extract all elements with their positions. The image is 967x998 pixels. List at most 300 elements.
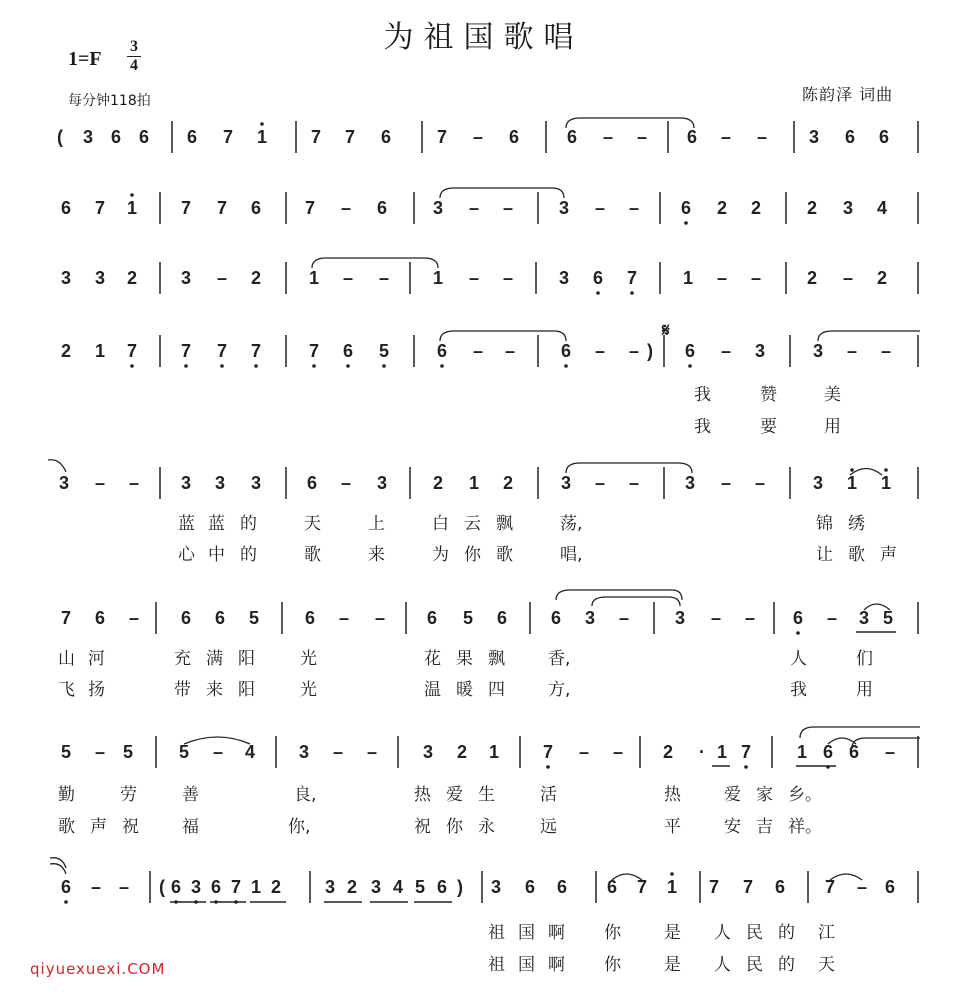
note: – xyxy=(578,742,590,762)
note: 7 xyxy=(742,877,754,897)
note: – xyxy=(378,268,390,288)
lyric-char: 你, xyxy=(288,817,311,837)
note: 7 xyxy=(250,341,262,361)
lyric-char: 锦 xyxy=(816,514,833,534)
note: – xyxy=(628,198,640,218)
note: 3 xyxy=(60,268,72,288)
note: – xyxy=(94,473,106,493)
note: 5 xyxy=(414,877,426,897)
lyric-char: 远 xyxy=(540,817,557,837)
note: 7 xyxy=(310,127,322,147)
lyric-char: 带 xyxy=(174,680,191,700)
lyric-char: 中 xyxy=(208,545,225,565)
note: 2 xyxy=(750,198,762,218)
note: 3 xyxy=(560,473,572,493)
note: 6 xyxy=(436,341,448,361)
note: 6 xyxy=(426,608,438,628)
note: 7 xyxy=(180,198,192,218)
low-octave-dot xyxy=(346,364,350,368)
note: 6 xyxy=(380,127,392,147)
note: 3 xyxy=(808,127,820,147)
note: 6 xyxy=(60,198,72,218)
lyric-char: 啊 xyxy=(548,955,565,975)
note: 5 xyxy=(378,341,390,361)
note: 1 xyxy=(468,473,480,493)
lyric-char: 你 xyxy=(604,923,621,943)
note: 6 xyxy=(210,877,222,897)
note: 2 xyxy=(806,268,818,288)
note: 3 xyxy=(376,473,388,493)
note: 5 xyxy=(248,608,260,628)
tie-slur xyxy=(592,597,680,606)
lyric-char: 祝 xyxy=(122,817,139,837)
lyric-char: 飘 xyxy=(496,514,513,534)
note: 7 xyxy=(708,877,720,897)
note: 3 xyxy=(584,608,596,628)
note: – xyxy=(884,742,896,762)
lyric-char: 上 xyxy=(368,514,385,534)
note: – xyxy=(602,127,614,147)
note: 7 xyxy=(344,127,356,147)
lyric-char: 光 xyxy=(300,680,317,700)
lyric-char: 江 xyxy=(818,923,835,943)
lyric-char: 我 xyxy=(790,680,807,700)
lyric-char: 你 xyxy=(604,955,621,975)
lyric-char: 荡, xyxy=(560,514,583,534)
lyric-char: 善 xyxy=(182,785,199,805)
note: 6 xyxy=(606,877,618,897)
lyric-char: 爱 xyxy=(446,785,463,805)
tie-slur xyxy=(566,118,694,128)
note: – xyxy=(612,742,624,762)
note: 3 xyxy=(674,608,686,628)
note: 7 xyxy=(542,742,554,762)
lyric-char: 赞 xyxy=(760,385,777,405)
lyric-char: 声 xyxy=(90,817,107,837)
note: 6 xyxy=(186,127,198,147)
note: 6 xyxy=(556,877,568,897)
lyric-char: 我 xyxy=(694,417,711,437)
lyric-char: 四 xyxy=(488,680,505,700)
note: 3 xyxy=(324,877,336,897)
note: ) xyxy=(457,877,463,897)
lyric-char: 的 xyxy=(778,955,795,975)
note: 1 xyxy=(488,742,500,762)
lyric-char: 我 xyxy=(694,385,711,405)
lyric-char: 热 xyxy=(414,785,431,805)
low-octave-dot xyxy=(546,765,550,769)
lyric-char: 天 xyxy=(818,955,835,975)
note: – xyxy=(594,198,606,218)
note: – xyxy=(744,608,756,628)
note: – xyxy=(366,742,378,762)
lyric-char: 人 xyxy=(714,955,731,975)
lyric-char: 国 xyxy=(518,955,535,975)
note: 6 xyxy=(306,473,318,493)
note: 1 xyxy=(846,473,858,493)
lyric-char: 热 xyxy=(664,785,681,805)
lyric-char: 用 xyxy=(856,680,873,700)
note: 2 xyxy=(876,268,888,288)
key-signature: 1=F xyxy=(68,48,102,70)
lyric-char: 啊 xyxy=(548,923,565,943)
lyric-char: 阳 xyxy=(238,649,255,669)
note: – xyxy=(754,473,766,493)
time-numerator: 3 xyxy=(130,38,138,55)
note: 6 xyxy=(138,127,150,147)
note: 2 xyxy=(250,268,262,288)
low-octave-dot xyxy=(254,364,258,368)
note: 5 xyxy=(60,742,72,762)
note: 6 xyxy=(436,877,448,897)
lyric-char: 天 xyxy=(304,514,321,534)
tempo-marking: 每分钟118拍 xyxy=(68,93,151,109)
lyric-char: 云 xyxy=(464,514,481,534)
note: – xyxy=(374,608,386,628)
note: – xyxy=(504,341,516,361)
note: 5 xyxy=(882,608,894,628)
note: 6 xyxy=(304,608,316,628)
note: 2 xyxy=(270,877,282,897)
lyric-char: 活 xyxy=(540,785,557,805)
lyric-char: 光 xyxy=(300,649,317,669)
note: 6 xyxy=(566,127,578,147)
lyric-char: 让 xyxy=(816,545,833,565)
note: 3 xyxy=(250,473,262,493)
note: 2 xyxy=(716,198,728,218)
ties-layer xyxy=(48,118,920,880)
lyric-char: 是 xyxy=(664,923,681,943)
note: 5 xyxy=(462,608,474,628)
note: – xyxy=(472,341,484,361)
lyric-char: 民 xyxy=(746,955,763,975)
note: 6 xyxy=(342,341,354,361)
tie-slur xyxy=(566,463,692,473)
lyric-char: 蓝 xyxy=(178,514,195,534)
note: – xyxy=(340,198,352,218)
note: ( xyxy=(159,877,165,897)
note: 6 xyxy=(496,608,508,628)
high-octave-dot xyxy=(670,872,674,876)
note: 3 xyxy=(422,742,434,762)
lyric-char: 生 xyxy=(478,785,495,805)
low-octave-dot xyxy=(440,364,444,368)
note: – xyxy=(826,608,838,628)
note: 1 xyxy=(126,198,138,218)
note: 4 xyxy=(244,742,256,762)
lyric-char: 声 xyxy=(880,545,897,565)
time-denominator: 4 xyxy=(130,57,138,74)
lyric-char: 祖 xyxy=(488,955,505,975)
note: – xyxy=(332,742,344,762)
segno-sign: 𝄋 xyxy=(662,320,670,340)
note: 6 xyxy=(844,127,856,147)
note: 2 xyxy=(806,198,818,218)
note: – xyxy=(468,198,480,218)
lyric-char: 人 xyxy=(790,649,807,669)
note: 1 xyxy=(666,877,678,897)
note: 1 xyxy=(250,877,262,897)
note: – xyxy=(846,341,858,361)
lyric-char: 的 xyxy=(778,923,795,943)
lyric-char: 的 xyxy=(240,545,257,565)
note: – xyxy=(720,127,732,147)
note: 2 xyxy=(432,473,444,493)
note: 3 xyxy=(58,473,70,493)
note: 3 xyxy=(190,877,202,897)
note: 6 xyxy=(680,198,692,218)
note: – xyxy=(842,268,854,288)
lyric-char: 唱, xyxy=(560,545,583,565)
note: 1 xyxy=(94,341,106,361)
note: – xyxy=(856,877,868,897)
lyric-char: 福 xyxy=(182,817,199,837)
lyric-char: 白 xyxy=(432,514,449,534)
lyric-char: 飘 xyxy=(488,649,505,669)
note: 3 xyxy=(558,268,570,288)
lyric-char: 方, xyxy=(548,680,571,700)
lyric-char: 勤 xyxy=(58,785,75,805)
note: – xyxy=(118,877,130,897)
lyric-char: 良, xyxy=(294,785,317,805)
note: 3 xyxy=(684,473,696,493)
note: 6 xyxy=(774,877,786,897)
note: – xyxy=(720,473,732,493)
note: 2 xyxy=(456,742,468,762)
low-octave-dot xyxy=(684,221,688,225)
lyric-char: 们 xyxy=(856,649,873,669)
lyric-char: 满 xyxy=(206,649,223,669)
note: – xyxy=(128,608,140,628)
lyric-char: 祥。 xyxy=(788,817,822,837)
lyric-char: 歌 xyxy=(304,545,321,565)
note: 6 xyxy=(792,608,804,628)
lyric-char: 爱 xyxy=(724,785,741,805)
note: – xyxy=(628,341,640,361)
note: 7 xyxy=(626,268,638,288)
low-octave-dot xyxy=(564,364,568,368)
note: 6 xyxy=(180,608,192,628)
composer-credit: 陈韵泽 词曲 xyxy=(802,85,894,104)
note: 2 xyxy=(346,877,358,897)
lyric-char: 永 xyxy=(478,817,495,837)
lyric-char: 飞 xyxy=(58,680,75,700)
lyric-char: 安 xyxy=(724,817,741,837)
tie-slur xyxy=(440,188,564,198)
lyric-char: 来 xyxy=(368,545,385,565)
note: 6 xyxy=(884,877,896,897)
note: 5 xyxy=(122,742,134,762)
note: – xyxy=(720,341,732,361)
lyric-char: 国 xyxy=(518,923,535,943)
lyric-char: 吉 xyxy=(756,817,773,837)
note: – xyxy=(594,473,606,493)
lyric-char: 祖 xyxy=(488,923,505,943)
note: 3 xyxy=(94,268,106,288)
high-octave-dot xyxy=(260,122,264,126)
note: 6 xyxy=(686,127,698,147)
note: – xyxy=(340,473,352,493)
lyric-char: 绣 xyxy=(848,514,865,534)
note: 2 xyxy=(60,341,72,361)
lyric-char: 心 xyxy=(178,545,195,565)
note: 6 xyxy=(878,127,890,147)
note: 6 xyxy=(550,608,562,628)
high-octave-dot xyxy=(850,468,854,472)
note: 6 xyxy=(376,198,388,218)
low-octave-dot xyxy=(130,364,134,368)
note: 7 xyxy=(740,742,752,762)
tie-slur xyxy=(818,331,920,341)
low-octave-dot xyxy=(220,364,224,368)
note: 3 xyxy=(858,608,870,628)
note: 4 xyxy=(392,877,404,897)
note: – xyxy=(502,198,514,218)
high-octave-dot xyxy=(884,468,888,472)
note: – xyxy=(710,608,722,628)
note: 4 xyxy=(876,198,888,218)
note: – xyxy=(618,608,630,628)
note: – xyxy=(216,268,228,288)
lyric-char: 美 xyxy=(824,385,841,405)
note: – xyxy=(880,341,892,361)
note: 7 xyxy=(216,198,228,218)
lyric-char: 歌 xyxy=(496,545,513,565)
note: – xyxy=(756,127,768,147)
low-octave-dot xyxy=(688,364,692,368)
lyric-char: 山 xyxy=(58,649,75,669)
note: ) xyxy=(647,341,653,361)
note: 6 xyxy=(524,877,536,897)
note: 3 xyxy=(842,198,854,218)
note: 3 xyxy=(82,127,94,147)
note: 1 xyxy=(256,127,268,147)
lyric-char: 你 xyxy=(446,817,463,837)
site-watermark: qiyuexuexi.COM xyxy=(30,960,166,978)
tie-slur xyxy=(50,858,66,868)
note: 7 xyxy=(308,341,320,361)
note: 3 xyxy=(214,473,226,493)
lyric-char: 阳 xyxy=(238,680,255,700)
note: 3 xyxy=(812,473,824,493)
note: 1 xyxy=(716,742,728,762)
note: – xyxy=(342,268,354,288)
lyric-char: 河 xyxy=(88,649,105,669)
lyric-char: 果 xyxy=(456,649,473,669)
lyric-char: 用 xyxy=(824,417,841,437)
lyric-char: 平 xyxy=(664,817,681,837)
lyric-char: 温 xyxy=(424,680,441,700)
note: 7 xyxy=(180,341,192,361)
beams-layer xyxy=(170,632,896,902)
note: – xyxy=(338,608,350,628)
low-octave-dot xyxy=(744,765,748,769)
note: 6 xyxy=(94,608,106,628)
note: 3 xyxy=(180,473,192,493)
note: 6 xyxy=(508,127,520,147)
tie-slur xyxy=(48,460,66,472)
lyric-char: 要 xyxy=(760,417,777,437)
tie-slur xyxy=(440,331,566,341)
note: 1 xyxy=(682,268,694,288)
note: – xyxy=(750,268,762,288)
lyric-char: 你 xyxy=(464,545,481,565)
note: 3 xyxy=(180,268,192,288)
lyric-char: 家 xyxy=(756,785,773,805)
lyric-char: 是 xyxy=(664,955,681,975)
low-octave-dot xyxy=(64,900,68,904)
lyric-char: 香, xyxy=(548,649,571,669)
low-octave-dot xyxy=(184,364,188,368)
note: 7 xyxy=(304,198,316,218)
lyric-char: 充 xyxy=(174,649,191,669)
song-title: 为祖国歌唱 xyxy=(383,20,584,55)
note: – xyxy=(502,268,514,288)
note: 6 xyxy=(592,268,604,288)
lyric-char: 乡。 xyxy=(788,785,822,805)
lyric-char: 暖 xyxy=(456,680,473,700)
tie-slur xyxy=(556,590,682,600)
lyric-char: 歌 xyxy=(58,817,75,837)
note: ( xyxy=(57,127,63,147)
note: 6 xyxy=(170,877,182,897)
note: – xyxy=(90,877,102,897)
lyric-char: 的 xyxy=(240,514,257,534)
low-octave-dot xyxy=(382,364,386,368)
low-octave-dot xyxy=(630,291,634,295)
note: 5 xyxy=(178,742,190,762)
note: 3 xyxy=(432,198,444,218)
note: 6 xyxy=(250,198,262,218)
note: 3 xyxy=(754,341,766,361)
note: 6 xyxy=(214,608,226,628)
note: 6 xyxy=(560,341,572,361)
lyric-char: 人 xyxy=(714,923,731,943)
note: 3 xyxy=(370,877,382,897)
note: 6 xyxy=(684,341,696,361)
note: 7 xyxy=(216,341,228,361)
high-octave-dot xyxy=(130,193,134,197)
note: 7 xyxy=(436,127,448,147)
note: 7 xyxy=(60,608,72,628)
note: 2 xyxy=(126,268,138,288)
note: – xyxy=(472,127,484,147)
note: 2 xyxy=(662,742,674,762)
tie-slur xyxy=(312,258,438,268)
low-octave-dot xyxy=(596,291,600,295)
lyric-char: 祝 xyxy=(414,817,431,837)
note: 6 xyxy=(822,742,834,762)
note: 3 xyxy=(558,198,570,218)
tie-slur xyxy=(800,727,920,738)
note: – xyxy=(636,127,648,147)
lyric-char: 扬 xyxy=(88,680,105,700)
low-octave-dot xyxy=(796,631,800,635)
note: 7 xyxy=(222,127,234,147)
note: 7 xyxy=(230,877,242,897)
note: 6 xyxy=(848,742,860,762)
lyric-char: 劳 xyxy=(120,785,137,805)
note: 7 xyxy=(126,341,138,361)
note: – xyxy=(628,473,640,493)
tie-slur xyxy=(50,864,66,874)
lyric-char: 来 xyxy=(206,680,223,700)
note: 1 xyxy=(308,268,320,288)
note: – xyxy=(212,742,224,762)
note: · xyxy=(699,742,705,762)
note: 6 xyxy=(60,877,72,897)
lyric-char: 为 xyxy=(432,545,449,565)
